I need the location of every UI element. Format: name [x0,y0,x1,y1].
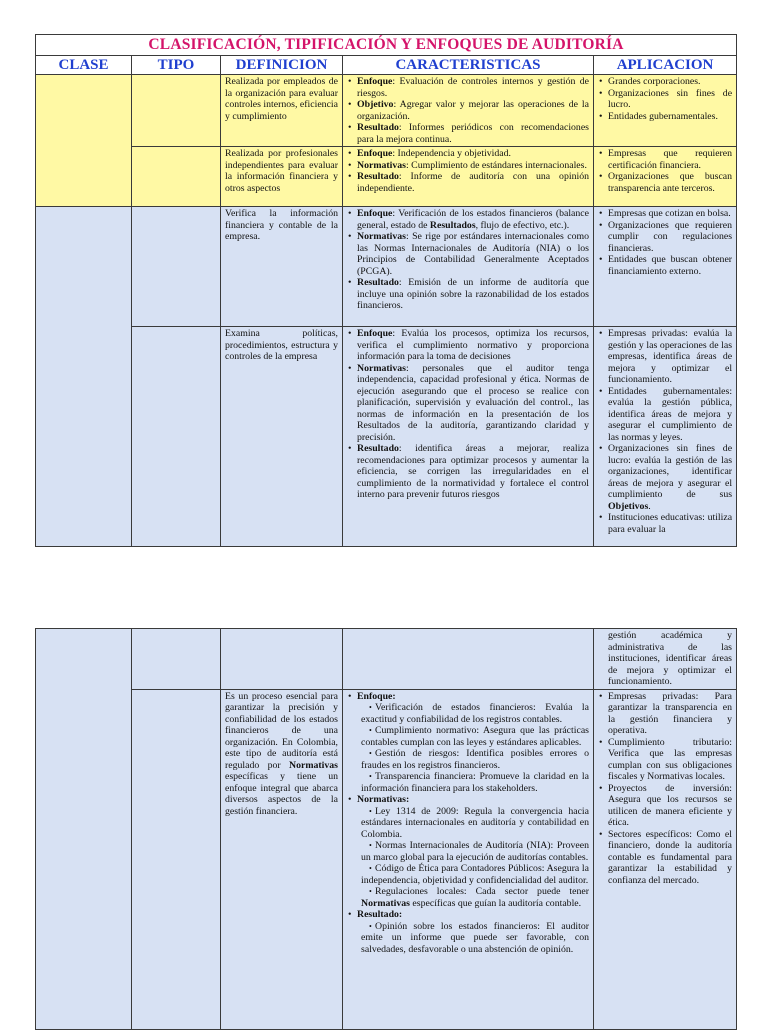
list-item: • Enfoque: Evaluación de controles internos y gestión de riesgos. [357,76,589,99]
list-item: • Organizaciones que buscan transparencia ante terceros. [608,171,732,194]
list-item: • Resultado: Informes periódicos con recomendaciones para la mejora continua. [357,122,589,145]
sub-list-item: • Cumplimiento normativo: Asegura que las prácticas contables cumplan con las leyes y estándares aplicables. [361,725,589,748]
clase-cell [36,75,132,207]
definicion-cell: Realizada por empleados de la organización para evaluar controles internos, eficiencia y cumplimiento [221,75,343,147]
clase-cell [36,629,132,1030]
list-item: • Proyectos de inversión: Asegura que los recursos se utilicen de manera eficiente y ética. [608,783,732,829]
list-item: • Entidades gubernamentales: evalúa la gestión pública, identifica áreas de mejora y asegurar el cumplimiento de las normas y leyes. [608,386,732,444]
list-item: • Resultado: identifica áreas a mejorar, realiza recomendaciones para optimizar procesos y aumentar la eficiencia, se corrigen las irregularidades en el cumplimiento de la normatividad y fortalece el control interno para prevenir futuros riesgos [357,443,589,501]
list-item: • Normativas: • Ley 1314 de 2009: Regula la convergencia hacia estándares internacionales en auditoría y contabilidad en Colombia. • Normas Internacionales de Auditoría (NIA): Proveen un marco global para la ejecución de auditorías contables. • Código de Ética para Contadores Públicos: Asegura la independencia, objetividad y confidencialidad del auditor. • Regulaciones locales: Cada sector puede tener Normativas específicas que guían la auditoría contable. [357,794,589,909]
table-row [36,689,737,1029]
caracteristicas-cell [343,689,594,1029]
list-item: • Normativas: Cumplimiento de estándares internacionales. [357,160,589,172]
tipo-cell [132,327,221,547]
list-item: • Sectores específicos: Como el financiero, donde la auditoría contable es fundamental para garantizar la estabilidad y confianza del mercado. [608,829,732,887]
aplicacion-cell [594,207,737,327]
header-definicion: DEFINICION [221,56,343,75]
list-item: • Empresas que cotizan en bolsa. [608,208,732,220]
caracteristicas-cell [343,207,594,327]
sub-list-item: • Opinión sobre los estados financieros: El auditor emite un informe que puede ser favorable, con salvedades, desfavorable o una abstención de opinión. [361,921,589,956]
definicion-cell: Es un proceso esencial para garantizar la precisión y confiabilidad de los estados financieros de una organización. En Colombia, este tipo de auditoría está regulado por Normativas específicas y tiene un enfoque integral que abarca diversos aspectos de la gestión financiera. [221,689,343,1029]
aplicacion-cell [594,629,737,690]
tipo-cell [132,629,221,690]
aplicacion-cell [594,327,737,547]
caracteristicas-cell [343,75,594,147]
header-clase: CLASE [36,56,132,75]
list-item: • Normativas: personales que el auditor tenga independencia, capacidad profesional y ética. Normas de ejecución asegurando que el proceso se realice con planificación, supervisión y evaluación del control., las normas de información en la presentación de los Resultados de la auditoría, garantizando claridad y precisión. [357,363,589,444]
sub-list-item: • Código de Ética para Contadores Públicos: Asegura la independencia, objetividad y confidencialidad del auditor. [361,863,589,886]
sub-list-item: • Gestión de riesgos: Identifica posibles errores o fraudes en los registros financieros. [361,748,589,771]
list-item: • Enfoque: Verificación de los estados financieros (balance general, estado de Resultados, flujo de efectivo, etc.). [357,208,589,231]
caracteristicas-cell [343,327,594,547]
tipo-cell [132,147,221,207]
audit-classification-table [35,34,737,547]
list-item: • Resultado: Emisión de un informe de auditoría que incluye una opinión sobre la razonabilidad de los estados financieros. [357,277,589,312]
tipo-cell [132,689,221,1029]
list-item: • Organizaciones sin fines de lucro. [608,88,732,111]
table-row [36,207,737,327]
list-item: • Resultado: • Opinión sobre los estados financieros: El auditor emite un informe que puede ser favorable, con salvedades, desfavorable o una abstención de opinión. [357,909,589,955]
sub-list-item: • Ley 1314 de 2009: Regula la convergencia hacia estándares internacionales en auditoría y contabilidad en Colombia. [361,806,589,841]
aplicacion-cell [594,689,737,1029]
list-item: • Empresas privadas: evalúa la gestión y las operaciones de las empresas, identifica áreas de mejora y optimizar el funcionamiento. [608,328,732,386]
sub-list-item: • Transparencia financiera: Promueve la claridad en la información financiera para los stakeholders. [361,771,589,794]
definicion-cell: Verifica la información financiera y contable de la empresa. [221,207,343,327]
list-item: • Instituciones educativas: utiliza para evaluar la [608,512,732,535]
sub-list-item: • Normas Internacionales de Auditoría (NIA): Proveen un marco global para la ejecución de auditorías contables. [361,840,589,863]
clase-cell [36,207,132,547]
header-tipo: TIPO [132,56,221,75]
table-row [36,147,737,207]
audit-classification-table-continued [35,628,737,1030]
list-item: • Enfoque: Independencia y objetividad. [357,148,589,160]
definicion-cell: Realizada por profesionales independientes para evaluar la información financiera y otros aspectos [221,147,343,207]
table-row [36,327,737,547]
tipo-cell [132,75,221,147]
sub-list-item: • Regulaciones locales: Cada sector puede tener Normativas específicas que guían la auditoría contable. [361,886,589,909]
sub-list-item: • Verificación de estados financieros: Evalúa la exactitud y confiabilidad de los registros contables. [361,702,589,725]
list-item: • Normativas: Se rige por estándares internacionales como las Normas Internacionales de Auditoría (NIA) o los Principios de Contabilidad Generalmente Aceptados (PCGA). [357,231,589,277]
list-item: • Resultado: Informe de auditoría con una opinión independiente. [357,171,589,194]
list-item: • Enfoque: Evalúa los procesos, optimiza los recursos, verifica el cumplimiento normativo y proporciona información para la toma de decisiones [357,328,589,363]
list-item: • Organizaciones sin fines de lucro: evalúa la gestión de las organizaciones, identificar áreas de mejora y asegurar el cumplimiento de sus Objetivos. [608,443,732,512]
aplicacion-continued-text: gestión académica y administrativa de las instituciones, identificar áreas de mejora y optimizar el funcionamiento. [608,630,732,687]
list-item: • Organizaciones que requieren cumplir con regulaciones financieras. [608,220,732,255]
definicion-cell [221,629,343,690]
caracteristicas-cell [343,147,594,207]
list-item: • Empresas que requieren certificación financiera. [608,148,732,171]
list-item: • Objetivo: Agregar valor y mejorar las operaciones de la organización. [357,99,589,122]
list-item: • Entidades que buscan obtener financiamiento externo. [608,254,732,277]
header-caracteristicas: CARACTERISTICAS [343,56,594,75]
table-row [36,75,737,147]
table-row [36,629,737,690]
definicion-cell: Examina políticas, procedimientos, estructura y controles de la empresa [221,327,343,547]
list-item: • Cumplimiento tributario: Verifica que las empresas cumplan con sus obligaciones fiscales y Normativas locales. [608,737,732,783]
table-title: CLASIFICACIÓN, TIPIFICACIÓN Y ENFOQUES DE AUDITORÍA [36,35,737,56]
list-item: • Grandes corporaciones. [608,76,732,88]
header-aplicacion: APLICACION [594,56,737,75]
aplicacion-cell [594,75,737,147]
list-item: • Empresas privadas: Para garantizar la transparencia en la gestión financiera y operativa. [608,691,732,737]
aplicacion-cell [594,147,737,207]
list-item: • Entidades gubernamentales. [608,111,732,123]
caracteristicas-cell [343,629,594,690]
tipo-cell [132,207,221,327]
list-item: • Enfoque: • Verificación de estados financieros: Evalúa la exactitud y confiabilidad de los registros contables. • Cumplimiento normativo: Asegura que las prácticas contables cumplan con las leyes y estándares aplicables. • Gestión de riesgos: Identifica posibles errores o fraudes en los registros financieros. • Transparencia financiera: Promueve la claridad en la información financiera para los stakeholders. [357,691,589,795]
